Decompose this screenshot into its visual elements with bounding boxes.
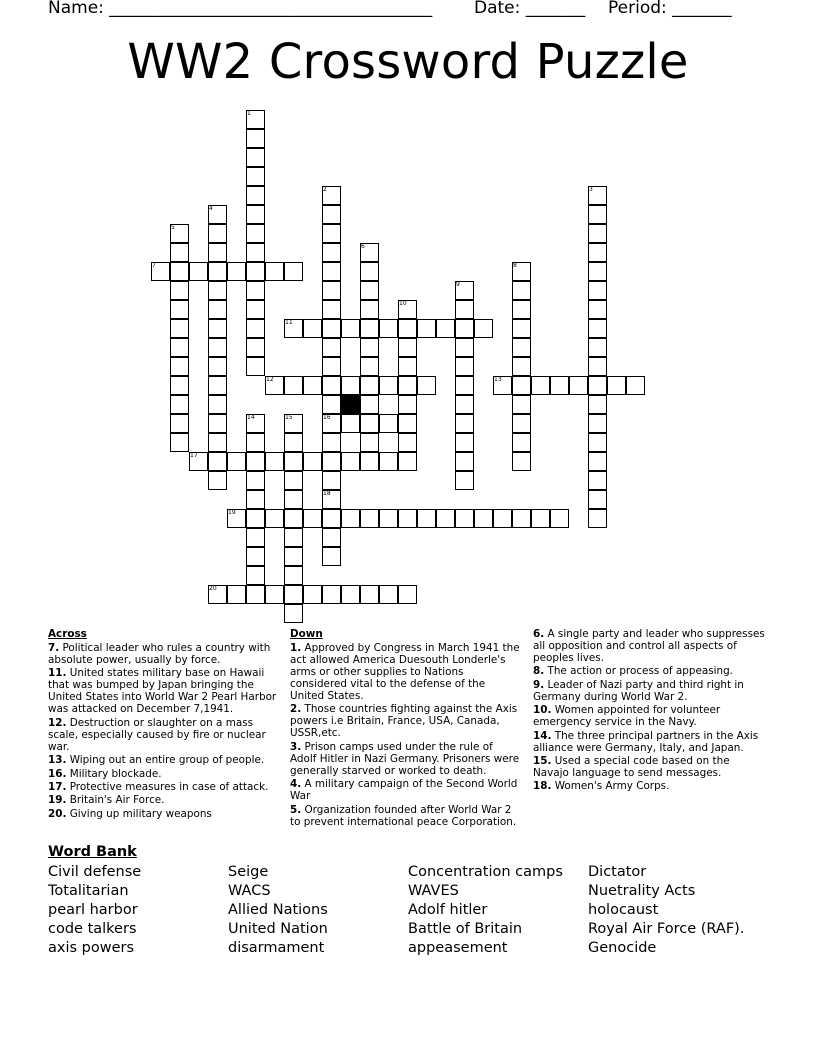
word-bank-word: Totalitarian [48, 883, 129, 899]
grid-cell[interactable] [208, 224, 227, 243]
clue-item [48, 642, 280, 666]
grid-cell[interactable] [227, 452, 246, 471]
grid-cell[interactable] [284, 566, 303, 585]
grid-cell[interactable] [303, 585, 322, 604]
grid-cell[interactable] [341, 509, 360, 528]
word-bank-word: Nuetrality Acts [588, 883, 696, 899]
grid-cell[interactable] [170, 338, 189, 357]
grid-cell[interactable] [246, 490, 265, 509]
grid-cell[interactable] [455, 376, 474, 395]
grid-cell[interactable] [322, 338, 341, 357]
clue-number: 12. [48, 716, 67, 729]
grid-number: 15 [285, 414, 293, 421]
grid-cell[interactable] [550, 509, 569, 528]
grid-cell[interactable] [208, 452, 227, 471]
grid-cell[interactable] [284, 433, 303, 452]
grid-cell[interactable] [588, 376, 607, 395]
grid-cell[interactable] [322, 528, 341, 547]
word-bank-word: Seige [228, 864, 269, 880]
grid-cell[interactable] [417, 319, 436, 338]
grid-cell[interactable] [246, 224, 265, 243]
grid-cell[interactable] [398, 433, 417, 452]
grid-cell[interactable] [341, 585, 360, 604]
grid-number: 16 [323, 414, 331, 421]
clue-item [533, 665, 765, 677]
grid-cell[interactable] [170, 414, 189, 433]
down-heading: Down [290, 628, 323, 640]
grid-cell[interactable] [455, 414, 474, 433]
clue-text: Britain's Air Force. [66, 794, 165, 807]
clue-text: Destruction or slaughter on a mass scale, especially caused by fire or nuclear war. [48, 716, 266, 753]
word-bank-word: appeasement [408, 940, 508, 956]
grid-cell[interactable] [246, 262, 265, 281]
grid-cell[interactable] [455, 433, 474, 452]
grid-number: 17 [190, 452, 198, 459]
grid-cell[interactable] [588, 490, 607, 509]
grid-cell[interactable] [322, 205, 341, 224]
grid-cell[interactable] [417, 509, 436, 528]
grid-cell[interactable] [360, 414, 379, 433]
clue-number: 7. [48, 642, 60, 654]
grid-cell[interactable] [246, 186, 265, 205]
grid-cell[interactable] [208, 414, 227, 433]
grid-cell[interactable] [208, 243, 227, 262]
clue-number: 15. [533, 754, 552, 767]
clue-number: 14. [533, 729, 552, 742]
grid-cell[interactable] [284, 452, 303, 471]
grid-cell[interactable] [322, 243, 341, 262]
grid-cell[interactable] [246, 129, 265, 148]
grid-cell[interactable] [170, 395, 189, 414]
clue-number: 20. [48, 807, 67, 820]
grid-cell[interactable] [284, 528, 303, 547]
word-bank-word: Allied Nations [228, 902, 328, 918]
word-bank-word: pearl harbor [48, 902, 138, 918]
grid-cell[interactable] [588, 433, 607, 452]
word-bank-word: Genocide [588, 940, 657, 956]
grid-cell[interactable] [322, 224, 341, 243]
date-field[interactable]: Date: _______ [474, 0, 586, 18]
clue-text: Giving up military weapons [66, 807, 212, 820]
across-heading: Across [48, 628, 87, 640]
grid-cell[interactable] [360, 338, 379, 357]
grid-cell[interactable] [208, 395, 227, 414]
grid-cell[interactable] [360, 319, 379, 338]
grid-cell[interactable] [512, 452, 531, 471]
grid-cell[interactable] [588, 414, 607, 433]
grid-cell[interactable] [360, 585, 379, 604]
grid-cell[interactable] [360, 281, 379, 300]
word-bank-word: Battle of Britain [408, 921, 523, 937]
grid-cell[interactable] [170, 243, 189, 262]
word-bank-word: Concentration camps [408, 864, 563, 880]
grid-cell[interactable] [360, 262, 379, 281]
grid-cell[interactable] [322, 585, 341, 604]
grid-number: 13 [494, 376, 502, 383]
clues-column-down-continued [533, 628, 765, 794]
grid-cell[interactable] [246, 205, 265, 224]
grid-cell[interactable] [512, 338, 531, 357]
grid-cell[interactable] [322, 547, 341, 566]
clue-text: Protective measures in case of attack. [66, 780, 269, 793]
clue-number: 17. [48, 780, 67, 793]
word-bank-word: Dictator [588, 864, 647, 880]
clue-item [290, 703, 522, 739]
word-bank-title: Word Bank [48, 844, 137, 860]
grid-cell[interactable] [322, 376, 341, 395]
grid-cell[interactable] [360, 300, 379, 319]
grid-cell[interactable] [588, 281, 607, 300]
grid-number: 20 [209, 585, 217, 592]
clue-number: 8. [533, 665, 545, 678]
grid-cell[interactable] [512, 357, 531, 376]
clue-number: 10. [533, 704, 552, 717]
grid-cell[interactable] [246, 319, 265, 338]
clue-item [48, 717, 280, 753]
grid-cell[interactable] [455, 357, 474, 376]
clue-text: United states military base on Hawaii that was bumped by Japan bringing the United States into World War 2 Pearl Harbor was attacked on December 7,1941. [48, 667, 277, 716]
grid-cell[interactable] [284, 376, 303, 395]
grid-cell[interactable] [303, 376, 322, 395]
grid-cell[interactable] [265, 452, 284, 471]
word-bank-word: holocaust [588, 902, 659, 918]
grid-cell[interactable] [588, 338, 607, 357]
grid-cell[interactable] [436, 509, 455, 528]
clue-number: 4. [290, 778, 302, 791]
grid-cell[interactable] [588, 357, 607, 376]
grid-cell[interactable] [398, 338, 417, 357]
grid-cell[interactable] [246, 433, 265, 452]
grid-cell[interactable] [455, 319, 474, 338]
grid-cell[interactable] [208, 262, 227, 281]
clue-item [533, 780, 765, 792]
word-bank-word: Civil defense [48, 864, 142, 880]
word-bank-word: Royal Air Force (RAF). [588, 921, 745, 937]
grid-number: 7 [152, 262, 156, 269]
grid-number: 11 [285, 319, 293, 326]
grid-cell[interactable] [360, 395, 379, 414]
grid-cell[interactable] [360, 509, 379, 528]
clue-text: Women's Army Corps. [551, 780, 670, 793]
grid-cell[interactable] [341, 452, 360, 471]
grid-cell[interactable] [379, 452, 398, 471]
grid-cell[interactable] [398, 509, 417, 528]
clue-number: 2. [290, 703, 302, 716]
grid-cell[interactable] [398, 395, 417, 414]
grid-cell[interactable] [322, 262, 341, 281]
grid-number: 6 [361, 243, 365, 250]
clues-column-across [48, 628, 280, 821]
grid-cell[interactable] [170, 300, 189, 319]
clue-text: Women appointed for volunteer emergency service in the Navy. [533, 704, 721, 729]
clue-number: 6. [533, 628, 545, 640]
grid-cell[interactable] [246, 148, 265, 167]
grid-cell[interactable] [398, 376, 417, 395]
grid-cell[interactable] [588, 509, 607, 528]
grid-cell[interactable] [455, 338, 474, 357]
grid-cell[interactable] [322, 319, 341, 338]
grid-cell[interactable] [170, 281, 189, 300]
clue-number: 11. [48, 667, 67, 680]
clue-text: Leader of Nazi party and third right in Germany during World War 2. [533, 678, 744, 703]
name-field[interactable]: Name: ______________________________________ [48, 0, 433, 18]
grid-cell[interactable] [246, 566, 265, 585]
grid-cell[interactable] [265, 585, 284, 604]
clue-text: Those countries fighting against the Axis powers i.e Britain, France, USA, Canada, USSR,etc. [290, 703, 518, 740]
grid-cell[interactable] [626, 376, 645, 395]
clue-number: 13. [48, 754, 67, 767]
clue-item [48, 794, 280, 806]
word-bank-column [588, 863, 744, 958]
grid-cell[interactable] [588, 452, 607, 471]
grid-cell[interactable] [398, 319, 417, 338]
grid-cell[interactable] [322, 357, 341, 376]
grid-cell[interactable] [379, 319, 398, 338]
grid-number: 19 [228, 509, 236, 516]
grid-cell[interactable] [189, 262, 208, 281]
grid-cell[interactable] [398, 452, 417, 471]
clue-text: Approved by Congress in March 1941 the act allowed America Duesouth Londerle's arms or other supplies to Nations considered vital to the defense of the United States. [290, 642, 520, 702]
grid-cell[interactable] [246, 509, 265, 528]
grid-cell[interactable] [512, 281, 531, 300]
grid-cell[interactable] [607, 376, 626, 395]
clue-item [48, 754, 280, 766]
grid-cell[interactable] [246, 338, 265, 357]
grid-cell[interactable] [265, 509, 284, 528]
grid-cell[interactable] [246, 528, 265, 547]
grid-cell[interactable] [284, 509, 303, 528]
grid-cell[interactable] [284, 585, 303, 604]
grid-cell[interactable] [246, 547, 265, 566]
page-title: WW2 Crossword Puzzle [127, 34, 689, 90]
grid-cell[interactable] [208, 376, 227, 395]
grid-cell[interactable] [493, 509, 512, 528]
grid-cell[interactable] [512, 319, 531, 338]
grid-cell[interactable] [474, 509, 493, 528]
grid-cell[interactable] [341, 376, 360, 395]
grid-cell[interactable] [588, 262, 607, 281]
grid-cell[interactable] [588, 205, 607, 224]
grid-cell[interactable] [208, 338, 227, 357]
clue-item [48, 808, 280, 820]
grid-cell[interactable] [284, 604, 303, 623]
clue-item [290, 741, 522, 777]
grid-cell[interactable] [379, 585, 398, 604]
grid-cell[interactable] [455, 452, 474, 471]
grid-number: 8 [513, 262, 517, 269]
grid-cell[interactable] [284, 547, 303, 566]
grid-cell[interactable] [208, 281, 227, 300]
grid-cell[interactable] [284, 262, 303, 281]
grid-cell[interactable] [455, 395, 474, 414]
grid-cell[interactable] [322, 452, 341, 471]
word-bank-word: Adolf hitler [408, 902, 488, 918]
clue-text: Wiping out an entire group of people. [66, 754, 265, 767]
grid-cell[interactable] [379, 509, 398, 528]
grid-cell[interactable] [455, 471, 474, 490]
clue-text: Used a special code based on the Navajo language to send messages. [533, 754, 730, 779]
grid-cell[interactable] [208, 433, 227, 452]
grid-cell[interactable] [322, 300, 341, 319]
shaded-cell [341, 395, 360, 414]
clue-item [48, 781, 280, 793]
clue-item [48, 768, 280, 780]
grid-cell[interactable] [170, 262, 189, 281]
grid-number: 12 [266, 376, 274, 383]
grid-cell[interactable] [322, 281, 341, 300]
grid-cell[interactable] [227, 262, 246, 281]
period-field[interactable]: Period: _______ [608, 0, 732, 18]
grid-cell[interactable] [474, 319, 493, 338]
grid-number: 1 [247, 110, 251, 117]
grid-cell[interactable] [588, 243, 607, 262]
word-bank-word: WACS [228, 883, 271, 899]
clue-number: 9. [533, 678, 545, 691]
clue-text: Political leader who rules a country with absolute power, usually by force. [48, 642, 271, 666]
clue-number: 18. [533, 780, 552, 793]
grid-cell[interactable] [512, 433, 531, 452]
grid-cell[interactable] [417, 376, 436, 395]
clue-item [533, 704, 765, 728]
grid-cell[interactable] [246, 243, 265, 262]
grid-cell[interactable] [246, 452, 265, 471]
grid-number: 9 [456, 281, 460, 288]
grid-cell[interactable] [588, 471, 607, 490]
clue-text: The three principal partners in the Axis alliance were Germany, Italy, and Japan. [533, 729, 759, 754]
grid-cell[interactable] [341, 319, 360, 338]
clue-text: Organization founded after World War 2 to prevent international peace Corporation. [290, 803, 517, 828]
clue-item [290, 642, 522, 702]
grid-number: 5 [171, 224, 175, 231]
grid-cell[interactable] [284, 471, 303, 490]
grid-cell[interactable] [208, 471, 227, 490]
grid-cell[interactable] [246, 300, 265, 319]
grid-cell[interactable] [588, 224, 607, 243]
grid-cell[interactable] [170, 319, 189, 338]
word-bank-column [408, 863, 563, 958]
grid-cell[interactable] [398, 585, 417, 604]
clue-item [533, 628, 765, 664]
clues-column-down [290, 628, 522, 829]
grid-cell[interactable] [246, 281, 265, 300]
clue-number: 16. [48, 767, 67, 780]
grid-cell[interactable] [322, 433, 341, 452]
grid-cell[interactable] [512, 300, 531, 319]
grid-cell[interactable] [208, 300, 227, 319]
grid-cell[interactable] [588, 319, 607, 338]
grid-cell[interactable] [398, 357, 417, 376]
grid-cell[interactable] [588, 395, 607, 414]
clue-item [48, 667, 280, 715]
grid-cell[interactable] [512, 376, 531, 395]
grid-number: 4 [209, 205, 213, 212]
grid-cell[interactable] [512, 395, 531, 414]
clue-item [533, 755, 765, 779]
clue-number: 19. [48, 794, 67, 807]
clue-text: The action or process of appeasing. [544, 665, 733, 678]
grid-cell[interactable] [512, 509, 531, 528]
grid-cell[interactable] [303, 509, 322, 528]
grid-cell[interactable] [531, 376, 550, 395]
grid-cell[interactable] [208, 357, 227, 376]
grid-cell[interactable] [341, 414, 360, 433]
grid-cell[interactable] [246, 357, 265, 376]
clue-text: A single party and leader who suppresses all opposition and control all aspects of peoples lives. [533, 628, 765, 664]
grid-cell[interactable] [455, 509, 474, 528]
grid-cell[interactable] [303, 452, 322, 471]
grid-cell[interactable] [379, 414, 398, 433]
clue-number: 1. [290, 642, 302, 654]
grid-number: 14 [247, 414, 255, 421]
grid-cell[interactable] [265, 262, 284, 281]
grid-cell[interactable] [322, 395, 341, 414]
clue-item [533, 679, 765, 703]
grid-cell[interactable] [436, 319, 455, 338]
grid-cell[interactable] [360, 357, 379, 376]
word-bank-word: code talkers [48, 921, 137, 937]
grid-cell[interactable] [246, 167, 265, 186]
grid-cell[interactable] [379, 376, 398, 395]
grid-cell[interactable] [303, 319, 322, 338]
grid-cell[interactable] [170, 357, 189, 376]
grid-cell[interactable] [208, 319, 227, 338]
word-bank-word: WAVES [408, 883, 459, 899]
word-bank-column [228, 863, 328, 958]
word-bank-word: disarmament [228, 940, 325, 956]
grid-cell[interactable] [360, 452, 379, 471]
word-bank-column [48, 863, 141, 958]
grid-cell[interactable] [322, 471, 341, 490]
grid-cell[interactable] [569, 376, 588, 395]
grid-cell[interactable] [550, 376, 569, 395]
word-bank-word: United Nation [228, 921, 328, 937]
clue-number: 5. [290, 803, 302, 816]
clue-text: A military campaign of the Second World War [290, 778, 518, 803]
grid-cell[interactable] [246, 471, 265, 490]
grid-cell[interactable] [322, 509, 341, 528]
grid-cell[interactable] [588, 300, 607, 319]
clue-text: Prison camps used under the rule of Adolf Hitler in Nazi Germany. Prisoners were generally starved or worked to death. [290, 740, 520, 777]
grid-cell[interactable] [284, 490, 303, 509]
grid-cell[interactable] [170, 376, 189, 395]
grid-cell[interactable] [246, 585, 265, 604]
grid-number: 2 [323, 186, 327, 193]
grid-cell[interactable] [531, 509, 550, 528]
clue-text: Military blockade. [66, 767, 162, 780]
grid-cell[interactable] [227, 585, 246, 604]
clue-number: 3. [290, 740, 302, 753]
grid-cell[interactable] [398, 414, 417, 433]
grid-cell[interactable] [512, 414, 531, 433]
grid-number: 10 [399, 300, 407, 307]
clue-item [290, 778, 522, 802]
word-bank-word: axis powers [48, 940, 135, 956]
clue-item [533, 730, 765, 754]
clue-item [290, 804, 522, 828]
grid-number: 18 [323, 490, 331, 497]
grid-cell[interactable] [170, 433, 189, 452]
grid-cell[interactable] [455, 300, 474, 319]
grid-number: 3 [589, 186, 593, 193]
grid-cell[interactable] [360, 376, 379, 395]
grid-cell[interactable] [360, 433, 379, 452]
